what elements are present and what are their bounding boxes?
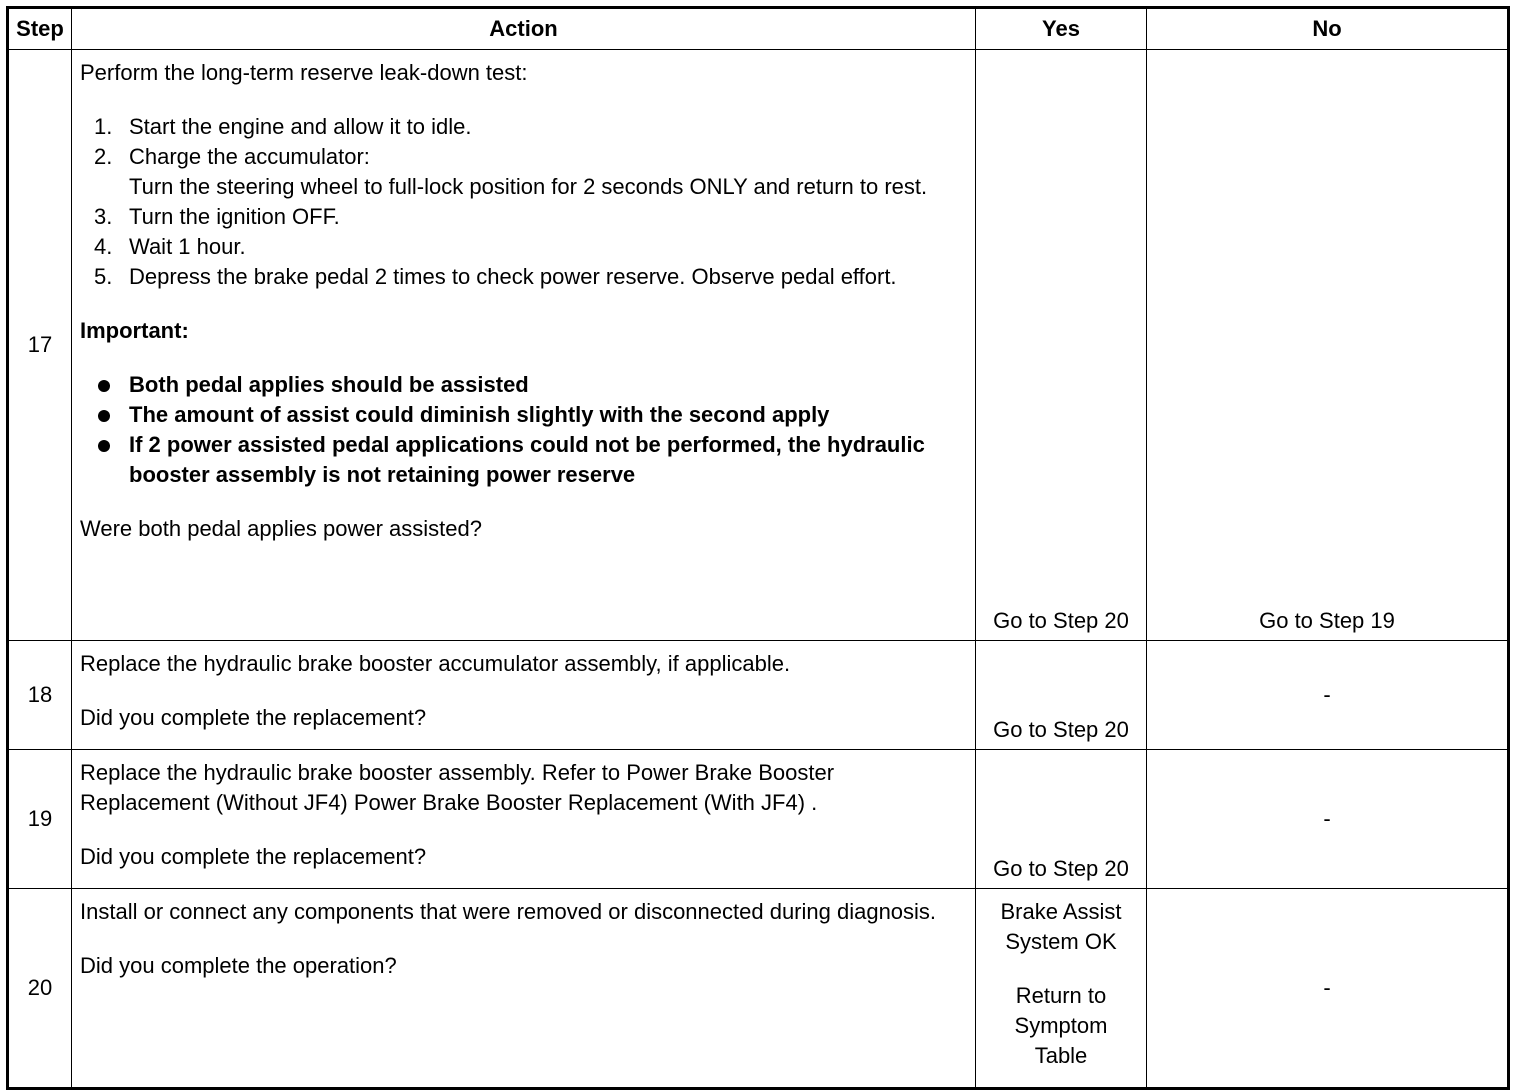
- no-result: Go to Step 19: [1259, 608, 1395, 633]
- step-index: 1.: [94, 114, 113, 139]
- yes-cell: [976, 50, 1147, 641]
- no-result: -: [1323, 975, 1331, 1000]
- step-number: 20: [8, 889, 72, 1089]
- action-question: Did you complete the replacement?: [80, 844, 427, 869]
- bullet-text: The amount of assist could diminish slightly with the second apply: [129, 402, 830, 427]
- header-row: [8, 8, 1509, 50]
- important-label: Important:: [80, 318, 189, 343]
- step-number: 17: [8, 50, 72, 641]
- step-text: Charge the accumulator:: [129, 144, 370, 169]
- header-action: Action: [72, 8, 976, 50]
- table-row: [8, 641, 1509, 750]
- step-text: Wait 1 hour.: [129, 234, 246, 259]
- list-item: [80, 262, 967, 292]
- list-item: [80, 202, 967, 232]
- action-text: Replace the hydraulic brake booster assembly. Refer to Power Brake Booster Replacement (Without JF4) Power Brake Booster Replacement (With JF4) .: [80, 760, 835, 815]
- step-index: 4.: [94, 234, 113, 259]
- action-question: Did you complete the operation?: [80, 953, 397, 978]
- yes-result-alt: Return to Symptom Table: [1014, 983, 1108, 1068]
- header-no: No: [1147, 8, 1509, 50]
- action-cell: [72, 641, 976, 750]
- step-number: 18: [8, 641, 72, 750]
- yes-result: Go to Step 20: [993, 717, 1129, 742]
- step-subtext: Turn the steering wheel to full-lock position for 2 seconds ONLY and return to rest.: [129, 174, 928, 199]
- procedure-steps: [80, 112, 967, 292]
- action-text: Install or connect any components that were removed or disconnected during diagnosis.: [80, 899, 937, 924]
- yes-result: Go to Step 20: [993, 856, 1129, 881]
- list-item: [80, 232, 967, 262]
- diagnostic-table: [6, 6, 1510, 1090]
- no-cell: [1147, 889, 1509, 1089]
- bullet-icon: [98, 380, 110, 392]
- yes-result: Brake Assist System OK: [1000, 899, 1122, 954]
- action-cell: [72, 750, 976, 889]
- action-intro: Perform the long-term reserve leak-down test:: [80, 60, 528, 85]
- bullet-icon: [98, 410, 110, 422]
- yes-cell: [976, 750, 1147, 889]
- list-item: [80, 112, 967, 142]
- step-index: 3.: [94, 204, 113, 229]
- list-item: [80, 400, 967, 430]
- header-yes: Yes: [976, 8, 1147, 50]
- step-number: 19: [8, 750, 72, 889]
- yes-cell: [976, 889, 1147, 1089]
- step-text: Turn the ignition OFF.: [129, 204, 340, 229]
- action-text: Replace the hydraulic brake booster accumulator assembly, if applicable.: [80, 651, 791, 676]
- table-row: [8, 750, 1509, 889]
- no-cell: [1147, 641, 1509, 750]
- table-row: [8, 889, 1509, 1089]
- no-result: -: [1323, 806, 1331, 831]
- bullet-text: Both pedal applies should be assisted: [129, 372, 529, 397]
- step-text: Start the engine and allow it to idle.: [129, 114, 472, 139]
- no-result: -: [1323, 682, 1331, 707]
- table-row: [8, 50, 1509, 641]
- list-item: [80, 370, 967, 400]
- step-text: Depress the brake pedal 2 times to check power reserve. Observe pedal effort.: [129, 264, 897, 289]
- action-cell: [72, 889, 976, 1089]
- action-question: Did you complete the replacement?: [80, 705, 427, 730]
- no-cell: [1147, 750, 1509, 889]
- bullet-text: If 2 power assisted pedal applications could not be performed, the hydraulic booster assembly is not retaining power reserve: [129, 432, 925, 487]
- yes-result-list: [976, 897, 1146, 1071]
- no-cell: [1147, 50, 1509, 641]
- step-index: 2.: [94, 144, 113, 169]
- yes-result: Go to Step 20: [993, 608, 1129, 633]
- step-index: 5.: [94, 264, 113, 289]
- list-item: [80, 142, 967, 202]
- bullet-icon: [98, 440, 110, 452]
- action-question: Were both pedal applies power assisted?: [80, 516, 482, 541]
- header-step: Step: [8, 8, 72, 50]
- action-cell: [72, 50, 976, 641]
- important-bullets: [80, 370, 967, 490]
- yes-cell: [976, 641, 1147, 750]
- list-item: [80, 430, 967, 490]
